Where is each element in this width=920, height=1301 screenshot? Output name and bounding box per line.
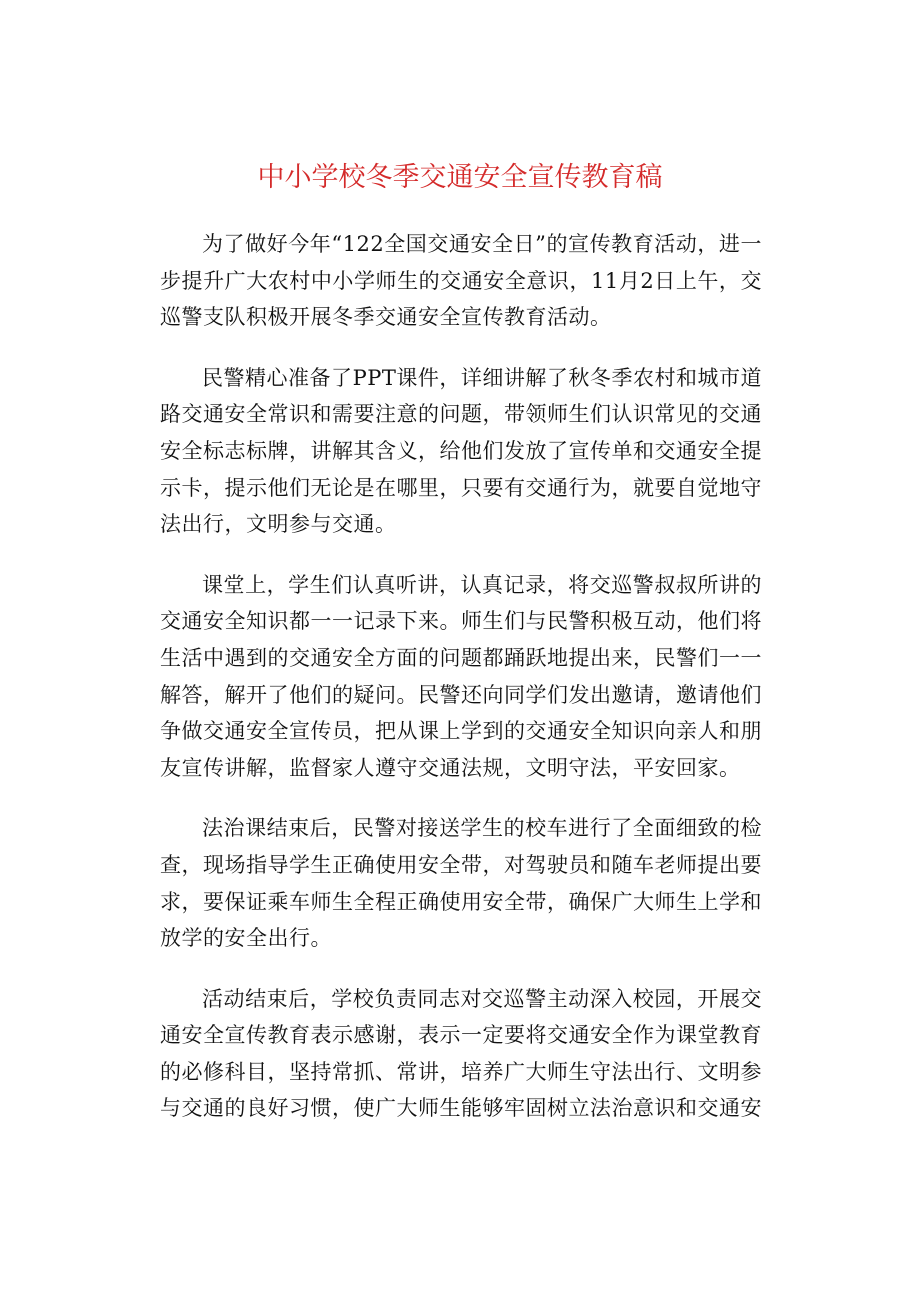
paragraph-1: 为了做好今年“122全国交通安全日”的宣传教育活动，进一步提升广大农村中小学师生的交通安全意识，11月2日上午，交巡警支队积极开展冬季交通安全宣传教育活动。 — [160, 232, 762, 330]
paragraph-3: 课堂上，学生们认真听讲，认真记录，将交巡警叔叔所讲的交通安全知识都一一记录下来。师生们与民警积极互动，他们将生活中遇到的交通安全方面的问题都踊跃地提出来，民警们一一解答，解开了他们的疑问。民警还向同学们发出邀请，邀请他们争做交通安全宣传员，把从课上学到的交通安全知识向亲人和朋友宣传讲解，监督家人遵守交通法规，文明守法，平安回家。 — [160, 572, 762, 780]
paragraph-5: 活动结束后，学校负责同志对交巡警主动深入校园，开展交通安全宣传教育表示感谢，表示一定要将交通安全作为课堂教育的必修科目，坚持常抓、常讲，培养广大师生守法出行、文明参与交通的良好习惯，使广大师生能够牢固树立法治意识和交通安 — [160, 986, 762, 1121]
document-body — [160, 226, 762, 1151]
document-title: 中小学校冬季交通安全宣传教育稿 — [257, 162, 663, 193]
paragraph-2: 民警精心准备了PPT课件，详细讲解了秋冬季农村和城市道路交通安全常识和需要注意的问题，带领师生们认识常见的交通安全标志标牌，讲解其含义，给他们发放了宣传单和交通安全提示卡，提示他们无论是在哪里，只要有交通行为，就要自觉地守法出行，文明参与交通。 — [160, 365, 762, 537]
paragraph-4: 法治课结束后，民警对接送学生的校车进行了全面细致的检查，现场指导学生正确使用安全带，对驾驶员和随车老师提出要求，要保证乘车师生全程正确使用安全带，确保广大师生上学和放学的安全出行。 — [160, 816, 762, 951]
